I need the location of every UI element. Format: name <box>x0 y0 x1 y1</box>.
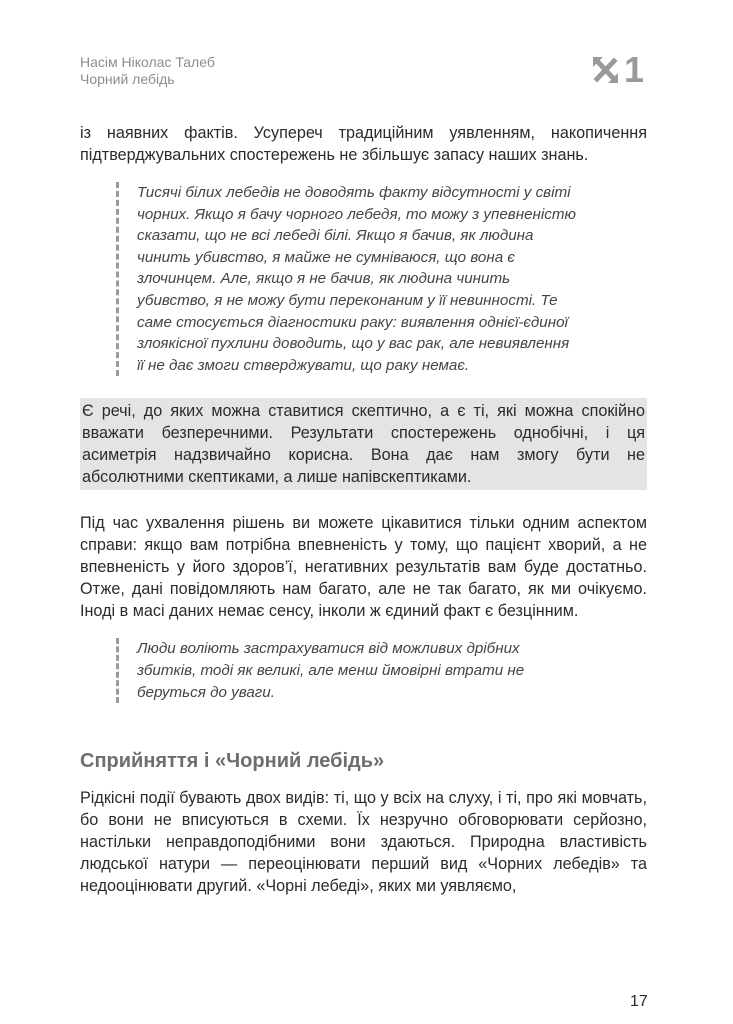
book-title: Чорний лебідь <box>80 71 175 87</box>
chapter-number: 1 <box>624 49 645 90</box>
block-quote: Люди воліють застрахуватися від можливих дрібних збитків, тоді як великі, але менш ймовірні втрати не беруться до уваги. <box>116 638 577 703</box>
paragraph: Під час ухвалення рішень ви можете цікавитися тільки одним аспектом справи: якщо вам потрібна впевненість у тому, що пацієнт хворий, а не впевненість у його здоров’ї, негативних результатів вам буде достатньо. Отже, дані повідомляють нам багато, але не так багато, як ми очікуємо. Іноді в масі даних немає сенсу, інколи ж єдиний факт є безцінним. <box>80 514 647 621</box>
highlighted-paragraph: Є речі, до яких можна ставитися скептично, а є ті, які можна спокійно вважати безперечними. Результати спостережень однобічні, і ця асиметрія надзвичайно корисна. Вона дає нам змогу бути не абсолютними скептиками, а лише напівскептиками. <box>80 398 647 490</box>
page-body <box>80 122 647 897</box>
block-quote: Тисячі білих лебедів не доводять факту відсутності у світі чорних. Якщо я бачу чорного лебедя, то можу з упевненістю сказати, що не всі лебеді білі. Якщо я бачив, як людина чинить убивство, я майже не сумніваюся, що вона є злочинцем. Але, якщо я не бачив, як людина чинить убивство, я не можу бути переконаним у її невинності. Те саме стосується діагностики раку: виявлення однієї-єдиної злоякісної пухлини доводить, що у вас рак, але невиявлення її не дає змоги стверджувати, що раку немає. <box>116 182 577 376</box>
author-name: Насім Ніколас Талеб <box>80 54 215 70</box>
page-number: 17 <box>630 993 648 1010</box>
page-header <box>80 54 215 88</box>
paragraph: Рідкісні події бувають двох видів: ті, що у всіх на слуху, і ті, про які мовчать, бо вони не вписуються в схеми. Їх незручно обговорювати серйозно, настільки неправдоподібними вони здаються. Природна властивість людської натури — переоцінювати перший вид «Чорних лебедів» та недооцінювати другий. «Чорні лебеді», яких ми уявляємо, <box>80 789 647 896</box>
paragraph: із наявних фактів. Усупереч традиційним уявленням, накопичення підтверджувальних спостережень не збільшує запасу наших знань. <box>80 124 647 164</box>
section-heading: Сприйняття і «Чорний лебідь» <box>80 750 385 773</box>
